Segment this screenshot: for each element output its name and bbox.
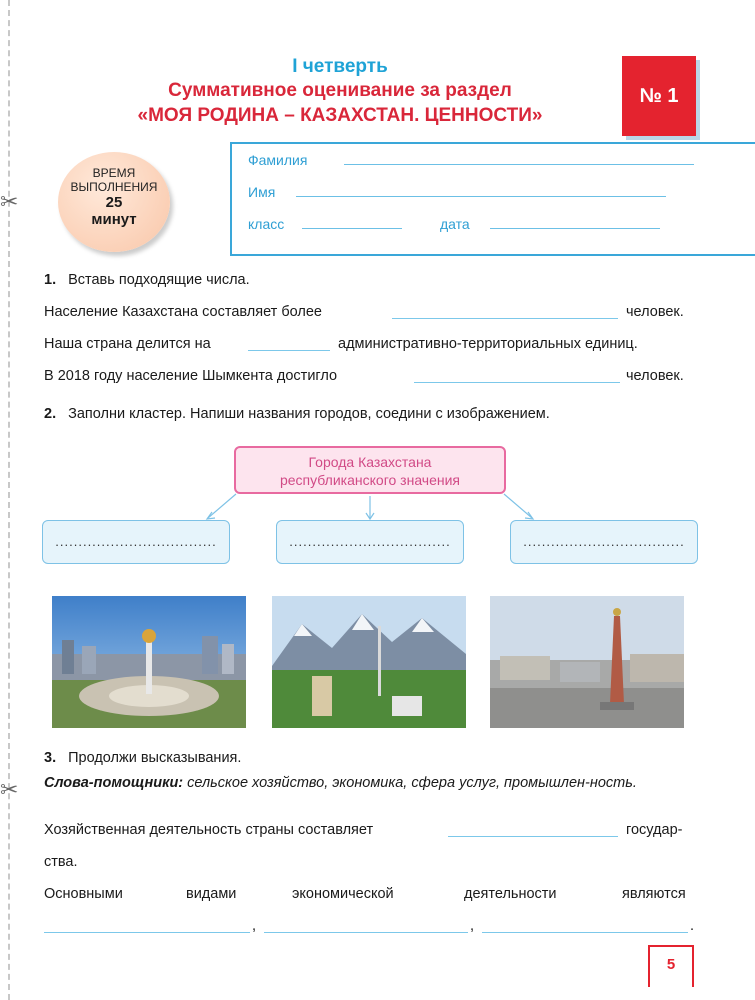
task1-sentence-1-end: человек. [626, 304, 684, 320]
task3-comma-1: , [252, 918, 257, 934]
cluster-title-line-2: республиканского значения [279, 472, 461, 488]
task3-blank-4[interactable] [482, 932, 688, 933]
timer-value: 25 [105, 194, 123, 211]
cluster-box-2[interactable]: ................................... [276, 520, 464, 564]
task3-word-3: экономической [292, 886, 394, 902]
title-line-1: Суммативное оценивание за раздел [168, 80, 512, 101]
task3-word-4: деятельности [464, 886, 557, 902]
timer-line-2: ВЫПОЛНЕНИЯ [70, 180, 158, 194]
timer-line-1: ВРЕМЯ [92, 166, 136, 180]
helper-words-label: Слова-помощники: [44, 775, 184, 791]
photo-shymkent [490, 596, 684, 728]
task3-blank-2[interactable] [44, 932, 250, 933]
title-line-2: «МОЯ РОДИНА – КАЗАХСТАН. ЦЕННОСТИ» [137, 105, 543, 126]
task3-blank-3[interactable] [264, 932, 468, 933]
date-label: дата [440, 216, 470, 232]
task1-number: 1. [44, 272, 57, 288]
task1-sentence-1: Население Казахстана составляет более [44, 304, 322, 320]
task3-blank-1[interactable] [448, 836, 618, 837]
scissors-icon: ✂ [0, 778, 19, 803]
task1-sentence-2: Наша страна делится на [44, 336, 211, 352]
title-quarter: I четверть [292, 56, 388, 77]
task3-sentence-1: Хозяйственная деятельность страны составляет [44, 822, 374, 838]
task3-comma-2: , [470, 918, 475, 934]
task2-instruction: Заполни кластер. Напиши названия городов, соедини с изображением. [68, 406, 550, 422]
task1-sentence-3-end: человек. [626, 368, 684, 384]
task3-instruction: Продолжи высказывания. [68, 750, 242, 766]
cluster-title-line-1: Города Казахстана [308, 454, 432, 470]
task3-word-5: являются [622, 886, 686, 902]
photo-astana [52, 596, 246, 728]
task3-word-1: Основными [44, 886, 123, 902]
name-label: Имя [248, 184, 276, 200]
helper-words [44, 772, 698, 794]
task3-sentence-1-end: государ- [626, 822, 683, 838]
cluster-title [234, 446, 506, 494]
task1-sentence-2-end: административно-территориальных единиц. [338, 336, 638, 352]
task2-number: 2. [44, 406, 57, 422]
task3-number: 3. [44, 750, 57, 766]
task1-sentence-3: В 2018 году население Шымкента достигло [44, 368, 338, 384]
cluster-box-1[interactable]: ................................... [42, 520, 230, 564]
class-label: класс [248, 216, 285, 232]
cluster-box-3[interactable]: ................................... [510, 520, 698, 564]
task3-word-2: видами [186, 886, 237, 902]
photo-almaty [272, 596, 466, 728]
page-number: 5 [648, 945, 694, 987]
task1-instruction: Вставь подходящие числа. [68, 272, 250, 288]
scissors-icon: ✂ [0, 190, 19, 215]
timer-unit: минут [91, 211, 137, 228]
task3-sentence-1-cont: ства. [44, 854, 78, 870]
surname-label: Фамилия [248, 152, 308, 168]
task3-heading [44, 750, 241, 766]
helper-words-text: сельское хозяйство, экономика, сфера услуг, промышлен-ность. [183, 775, 637, 791]
task3-period: . [690, 918, 695, 934]
assessment-number-badge: № 1 [622, 56, 696, 136]
